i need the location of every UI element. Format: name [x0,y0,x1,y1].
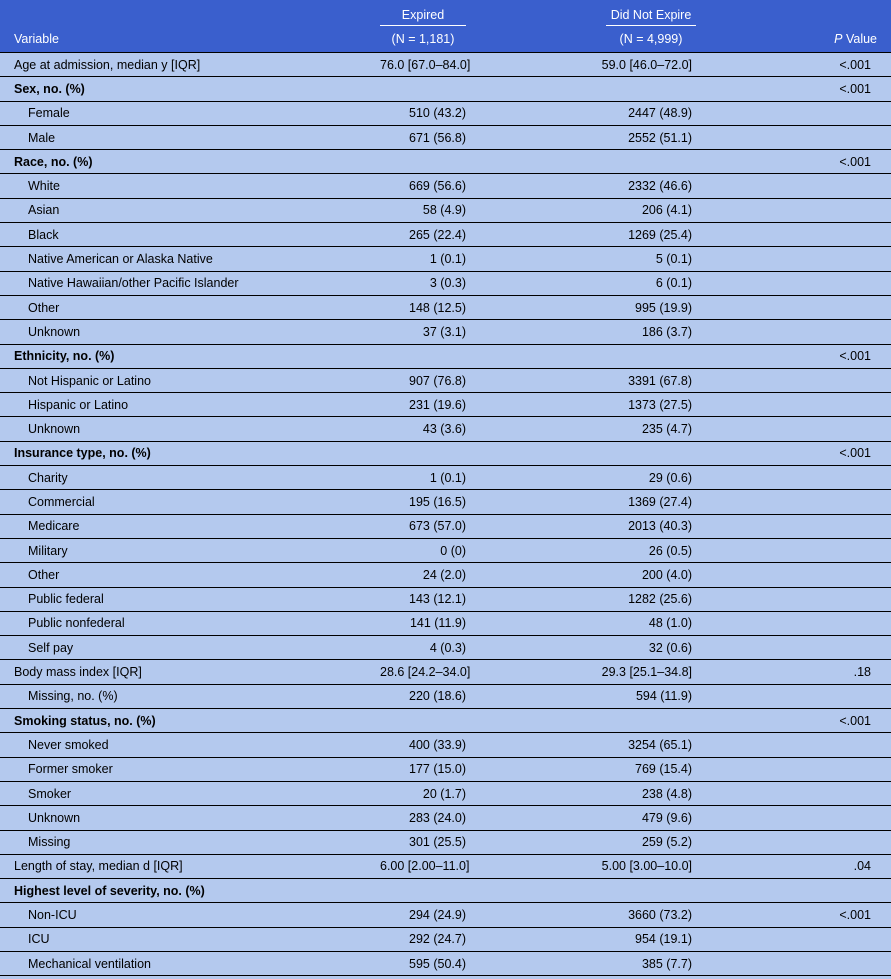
variable-cell: Other [0,563,380,587]
variable-cell: Not Hispanic or Latino [0,368,380,392]
did-not-expire-cell: 59.0 [46.0–72.0] [466,53,692,77]
did-not-expire-cell: 6 (0.1) [466,271,692,295]
expired-cell: 148 (12.5) [380,295,466,319]
variable-cell: Female [0,101,380,125]
variable-cell: Military [0,538,380,562]
variable-cell: White [0,174,380,198]
p-value-cell [692,125,891,149]
variable-cell: Commercial [0,490,380,514]
table-row [0,101,891,125]
table-row [0,854,891,878]
p-value-cell [692,636,891,660]
p-value-rest: Value [842,32,877,46]
table-row [0,903,891,927]
expired-cell: 907 (76.8) [380,368,466,392]
variable-cell: Missing [0,830,380,854]
p-value-cell [692,830,891,854]
p-value-cell [692,514,891,538]
expired-cell [380,344,466,368]
table-row [0,223,891,247]
table-row [0,320,891,344]
variable-cell: Other [0,295,380,319]
did-not-expire-cell: 1369 (27.4) [466,490,692,514]
expired-cell [380,150,466,174]
did-not-expire-cell: 1373 (27.5) [466,393,692,417]
expired-rule [380,25,466,26]
did-not-expire-cell: 3660 (73.2) [466,903,692,927]
expired-cell: 3 (0.3) [380,271,466,295]
p-value-cell: .18 [692,660,891,684]
expired-cell: 37 (3.1) [380,320,466,344]
did-not-expire-cell: 954 (19.1) [466,927,692,951]
p-value-cell [692,927,891,951]
expired-cell: 294 (24.9) [380,903,466,927]
expired-cell: 4 (0.3) [380,636,466,660]
variable-cell: Self pay [0,636,380,660]
did-not-expire-cell: 206 (4.1) [466,198,692,222]
expired-cell: 283 (24.0) [380,806,466,830]
table-row [0,53,891,77]
did-not-expire-cell [466,709,692,733]
expired-cell: 28.6 [24.2–34.0] [380,660,466,684]
p-value-cell [692,271,891,295]
variable-cell: Smoker [0,781,380,805]
did-not-expire-cell: 29 (0.6) [466,466,692,490]
table-row [0,781,891,805]
variable-cell: Never smoked [0,733,380,757]
p-value-cell: .04 [692,854,891,878]
expired-cell: 195 (16.5) [380,490,466,514]
table-row [0,77,891,101]
variable-cell: Mechanical ventilation [0,951,380,975]
did-not-expire-cell: 479 (9.6) [466,806,692,830]
table-row [0,125,891,149]
expired-label: Expired [401,8,445,22]
did-not-expire-cell: 259 (5.2) [466,830,692,854]
did-not-expire-cell: 29.3 [25.1–34.8] [466,660,692,684]
p-value-cell: <.001 [692,709,891,733]
table-header [0,0,891,52]
expired-cell: 43 (3.6) [380,417,466,441]
table-row [0,174,891,198]
did-not-expire-cell: 26 (0.5) [466,538,692,562]
expired-cell: 669 (56.6) [380,174,466,198]
did-not-expire-cell [466,441,692,465]
expired-cell: 292 (24.7) [380,927,466,951]
expired-cell: 0 (0) [380,538,466,562]
variable-cell: Race, no. (%) [0,150,380,174]
p-italic: P [834,32,843,46]
p-value-cell: <.001 [692,344,891,368]
table-row [0,295,891,319]
did-not-expire-cell: 3391 (67.8) [466,368,692,392]
p-value-cell [692,198,891,222]
p-value-cell [692,174,891,198]
variable-cell: Medicare [0,514,380,538]
table-row [0,466,891,490]
variable-cell: Native American or Alaska Native [0,247,380,271]
table-row [0,757,891,781]
p-value-cell: <.001 [692,150,891,174]
expired-cell: 76.0 [67.0–84.0] [380,53,466,77]
expired-cell: 24 (2.0) [380,563,466,587]
p-value-cell [692,538,891,562]
table-row [0,198,891,222]
did-not-expire-cell: 2332 (46.6) [466,174,692,198]
did-not-expire-cell: 2552 (51.1) [466,125,692,149]
p-value-cell [692,684,891,708]
table-row [0,611,891,635]
variable-cell: Charity [0,466,380,490]
expired-cell: 671 (56.8) [380,125,466,149]
expired-cell [380,441,466,465]
variable-cell: Male [0,125,380,149]
table-row [0,490,891,514]
expired-cell: 141 (11.9) [380,611,466,635]
variable-cell: Body mass index [IQR] [0,660,380,684]
variable-cell: Asian [0,198,380,222]
expired-cell: 673 (57.0) [380,514,466,538]
variable-column-header: Variable [14,32,59,46]
did-not-expire-cell: 1269 (25.4) [466,223,692,247]
table-row [0,538,891,562]
p-value-cell [692,757,891,781]
p-value-cell [692,101,891,125]
variable-cell: Public federal [0,587,380,611]
expired-cell [380,879,466,903]
expired-cell: 220 (18.6) [380,684,466,708]
table-row [0,441,891,465]
expired-cell: 301 (25.5) [380,830,466,854]
table-row [0,733,891,757]
table-row [0,830,891,854]
expired-cell [380,709,466,733]
table-row [0,587,891,611]
table-row [0,514,891,538]
table-row [0,879,891,903]
table-row [0,709,891,733]
expired-cell: 58 (4.9) [380,198,466,222]
p-value-cell [692,320,891,344]
table-row [0,368,891,392]
variable-cell: Highest level of severity, no. (%) [0,879,380,903]
table-row [0,393,891,417]
expired-cell: 20 (1.7) [380,781,466,805]
p-value-cell: <.001 [692,903,891,927]
expired-cell: 400 (33.9) [380,733,466,757]
variable-cell: Former smoker [0,757,380,781]
p-value-cell [692,247,891,271]
did-not-expire-cell: 235 (4.7) [466,417,692,441]
expired-cell: 265 (22.4) [380,223,466,247]
table-row [0,150,891,174]
variable-cell: Public nonfederal [0,611,380,635]
p-value-cell [692,806,891,830]
did-not-expire-cell: 995 (19.9) [466,295,692,319]
did-not-expire-cell: 594 (11.9) [466,684,692,708]
p-value-cell: <.001 [692,77,891,101]
p-value-cell [692,587,891,611]
variable-cell: Missing, no. (%) [0,684,380,708]
variable-cell: Unknown [0,806,380,830]
table-row [0,563,891,587]
expired-cell: 231 (19.6) [380,393,466,417]
variable-cell: Black [0,223,380,247]
did-not-expire-cell: 5 (0.1) [466,247,692,271]
p-value-cell [692,879,891,903]
expired-cell: 143 (12.1) [380,587,466,611]
table-row [0,660,891,684]
p-value-cell [692,466,891,490]
table-row [0,951,891,975]
expired-cell [380,77,466,101]
p-value-cell [692,563,891,587]
did-not-expire-cell [466,879,692,903]
table-row [0,927,891,951]
variable-cell: Non-ICU [0,903,380,927]
expired-cell: 1 (0.1) [380,247,466,271]
variable-cell: Length of stay, median d [IQR] [0,854,380,878]
did-not-expire-cell: 769 (15.4) [466,757,692,781]
did-not-expire-n: (N = 4,999) [619,32,683,46]
p-value-cell [692,223,891,247]
variable-cell: Unknown [0,417,380,441]
expired-n: (N = 1,181) [391,32,455,46]
table-row [0,417,891,441]
did-not-expire-cell: 1282 (25.6) [466,587,692,611]
variable-cell: Smoking status, no. (%) [0,709,380,733]
expired-cell: 6.00 [2.00–11.0] [380,854,466,878]
variable-cell: Sex, no. (%) [0,77,380,101]
did-not-expire-label: Did Not Expire [610,8,692,22]
table-row [0,806,891,830]
p-value-cell [692,733,891,757]
data-table [0,52,891,976]
p-value-cell [692,781,891,805]
did-not-expire-cell [466,150,692,174]
did-not-expire-cell [466,344,692,368]
p-value-column-header [834,32,877,46]
table-row [0,636,891,660]
did-not-expire-cell [466,77,692,101]
variable-cell: ICU [0,927,380,951]
p-value-cell [692,417,891,441]
p-value-cell: <.001 [692,441,891,465]
p-value-cell [692,611,891,635]
did-not-expire-cell: 238 (4.8) [466,781,692,805]
variable-cell: Age at admission, median y [IQR] [0,53,380,77]
did-not-expire-cell: 186 (3.7) [466,320,692,344]
variable-cell: Native Hawaiian/other Pacific Islander [0,271,380,295]
did-not-expire-cell: 48 (1.0) [466,611,692,635]
expired-cell: 1 (0.1) [380,466,466,490]
did-not-expire-cell: 3254 (65.1) [466,733,692,757]
did-not-expire-cell: 32 (0.6) [466,636,692,660]
variable-cell: Insurance type, no. (%) [0,441,380,465]
table-row [0,247,891,271]
did-not-expire-cell: 5.00 [3.00–10.0] [466,854,692,878]
p-value-cell [692,295,891,319]
did-not-expire-cell: 200 (4.0) [466,563,692,587]
expired-cell: 595 (50.4) [380,951,466,975]
table-row [0,684,891,708]
did-not-expire-cell: 2013 (40.3) [466,514,692,538]
p-value-cell [692,490,891,514]
table-row [0,271,891,295]
variable-cell: Ethnicity, no. (%) [0,344,380,368]
did-not-expire-cell: 385 (7.7) [466,951,692,975]
p-value-cell [692,951,891,975]
table-row [0,344,891,368]
p-value-cell: <.001 [692,53,891,77]
expired-cell: 510 (43.2) [380,101,466,125]
did-not-expire-cell: 2447 (48.9) [466,101,692,125]
did-not-expire-rule [606,25,696,26]
expired-cell: 177 (15.0) [380,757,466,781]
p-value-cell [692,393,891,417]
variable-cell: Unknown [0,320,380,344]
variable-cell: Hispanic or Latino [0,393,380,417]
p-value-cell [692,368,891,392]
